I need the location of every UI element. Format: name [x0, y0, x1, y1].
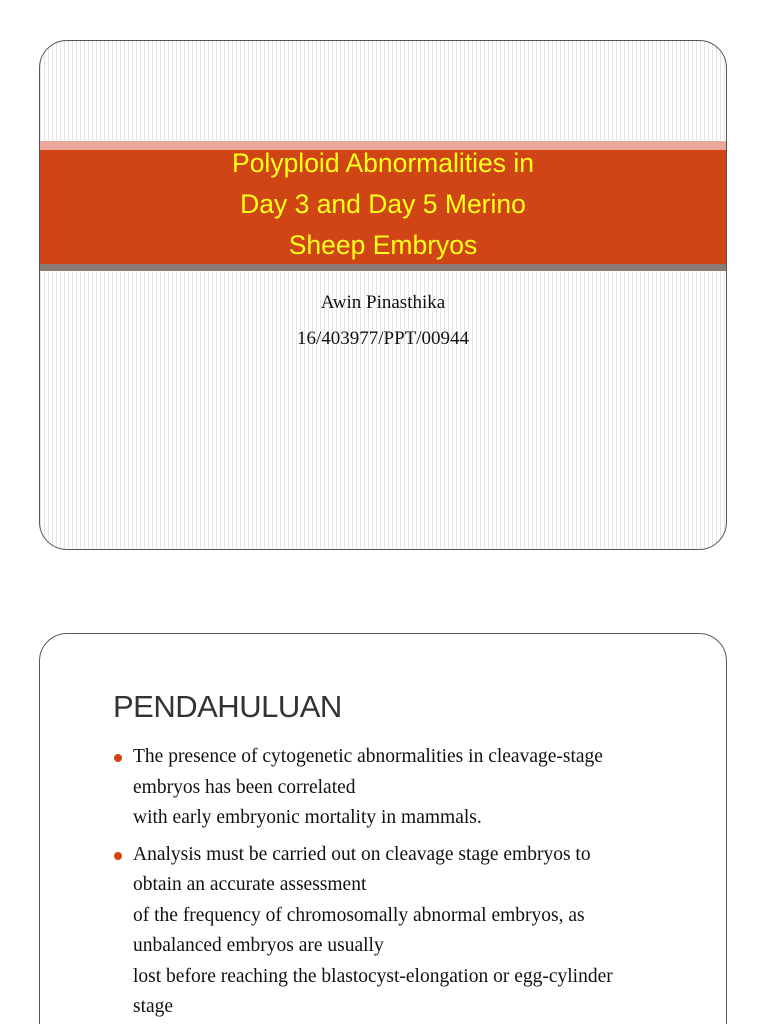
- bullet-text-line: with early embryonic mortality in mammals.: [133, 807, 482, 828]
- content-slide: [39, 633, 727, 1024]
- bullet-item: [112, 840, 712, 1023]
- slide-title: [40, 143, 726, 266]
- title-slide: [39, 40, 727, 550]
- bullet-list: [112, 742, 712, 1024]
- bullet-text-line: embryos has been correlated: [133, 776, 356, 798]
- bullet-text-line: lost before reaching the blastocyst-elongation or egg-cylinder: [133, 965, 613, 987]
- author-name: Awin Pinasthika: [320, 292, 446, 313]
- bullet-text-line: unbalanced embryos are usually: [133, 935, 384, 956]
- bullet-dot-icon: [114, 852, 122, 860]
- bullet-text-line: The presence of cytogenetic abnormalities in cleavage-stage: [133, 746, 603, 767]
- bullet-dot-icon: [114, 754, 122, 762]
- bullet-item: [112, 742, 712, 834]
- section-heading: PENDAHULUAN: [113, 689, 342, 724]
- bullet-text-line: stage: [133, 996, 174, 1017]
- title-line-2: Day 3 and Day 5 Merino: [240, 189, 526, 219]
- bullet-text-line: obtain an accurate assessment: [133, 874, 367, 895]
- author-block: [40, 285, 726, 357]
- title-line-3: Sheep Embryos: [288, 230, 478, 260]
- student-id: 16/403977/PPT/00944: [296, 328, 470, 349]
- bullet-text-line: Analysis must be carried out on cleavage stage embryos to: [133, 843, 591, 865]
- bullet-text-line: of the frequency of chromosomally abnormal embryos, as: [133, 904, 585, 926]
- title-line-1: Polyploid Abnormalities in: [232, 148, 534, 178]
